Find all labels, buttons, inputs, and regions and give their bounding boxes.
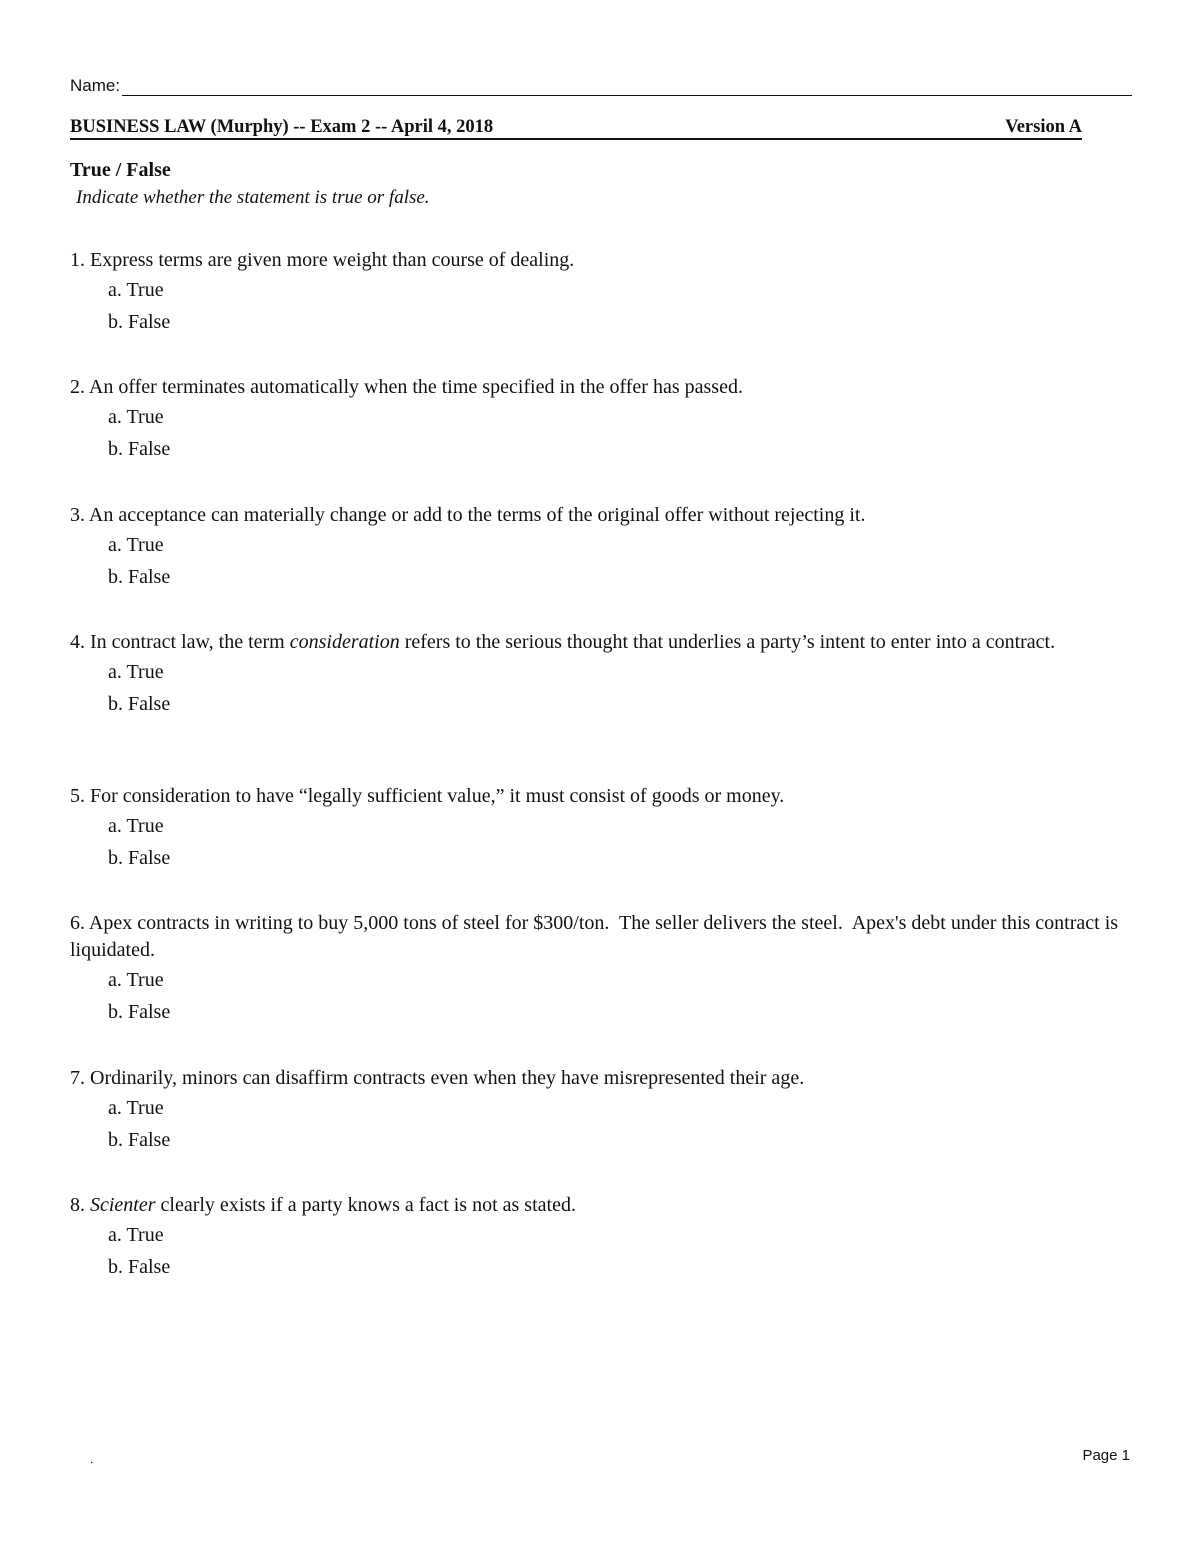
question-1: [70, 247, 1135, 338]
option-false[interactable]: b. False: [108, 311, 171, 333]
question-text: 5. For consideration to have “legally sufficient value,” it must consist of goods or money.: [70, 785, 785, 807]
option-false[interactable]: b. False: [108, 1256, 171, 1278]
footer-mark: .: [90, 1452, 94, 1466]
question-7: [70, 1065, 1135, 1156]
option-true[interactable]: a. True: [108, 661, 164, 683]
option-false[interactable]: b. False: [108, 438, 171, 460]
question-4: [70, 629, 1135, 720]
option-false[interactable]: b. False: [108, 693, 171, 715]
option-true[interactable]: a. True: [108, 406, 164, 428]
option-true[interactable]: a. True: [108, 969, 164, 991]
exam-version: Version A: [1005, 117, 1082, 137]
question-6: [70, 910, 1135, 1028]
italic-term: Scienter: [90, 1194, 156, 1216]
question-text: 7. Ordinarily, minors can disaffirm contracts even when they have misrepresented their age.: [70, 1067, 805, 1089]
italic-term: consideration: [289, 631, 400, 653]
page-number: Page 1: [1082, 1447, 1130, 1464]
question-8: [70, 1192, 1135, 1283]
name-line: [122, 77, 1132, 96]
section-instruction: Indicate whether the statement is true or false.: [76, 187, 430, 208]
exam-title: BUSINESS LAW (Murphy) -- Exam 2 -- April 4, 2018: [70, 117, 494, 137]
name-label: Name:: [70, 76, 121, 95]
question-text: 3. An acceptance can materially change or add to the terms of the original offer without rejecting it.: [70, 504, 866, 526]
option-false[interactable]: b. False: [108, 566, 171, 588]
option-false[interactable]: b. False: [108, 1129, 171, 1151]
question-text: 4. In contract law, the term consideration refers to the serious thought that underlies a party’s intent to enter into a contract.: [70, 631, 1056, 653]
option-false[interactable]: b. False: [108, 1001, 171, 1023]
question-text: 6. Apex contracts in writing to buy 5,000 tons of steel for $300/ton. The seller delivers the steel. Apex's debt under this contract is liquidated.: [70, 912, 1124, 961]
question-text: 2. An offer terminates automatically when the time specified in the offer has passed.: [70, 376, 743, 398]
option-true[interactable]: a. True: [108, 534, 164, 556]
exam-header: [70, 114, 1082, 140]
option-true[interactable]: a. True: [108, 279, 164, 301]
option-true[interactable]: a. True: [108, 1224, 164, 1246]
question-2: [70, 374, 1135, 465]
question-text: 8. Scienter clearly exists if a party knows a fact is not as stated.: [70, 1194, 576, 1216]
name-field-row: [70, 72, 1132, 96]
question-3: [70, 502, 1135, 593]
question-5: [70, 783, 1135, 874]
option-false[interactable]: b. False: [108, 847, 171, 869]
question-text: 1. Express terms are given more weight than course of dealing.: [70, 249, 575, 271]
option-true[interactable]: a. True: [108, 815, 164, 837]
option-true[interactable]: a. True: [108, 1097, 164, 1119]
section-title: True / False: [70, 159, 171, 181]
